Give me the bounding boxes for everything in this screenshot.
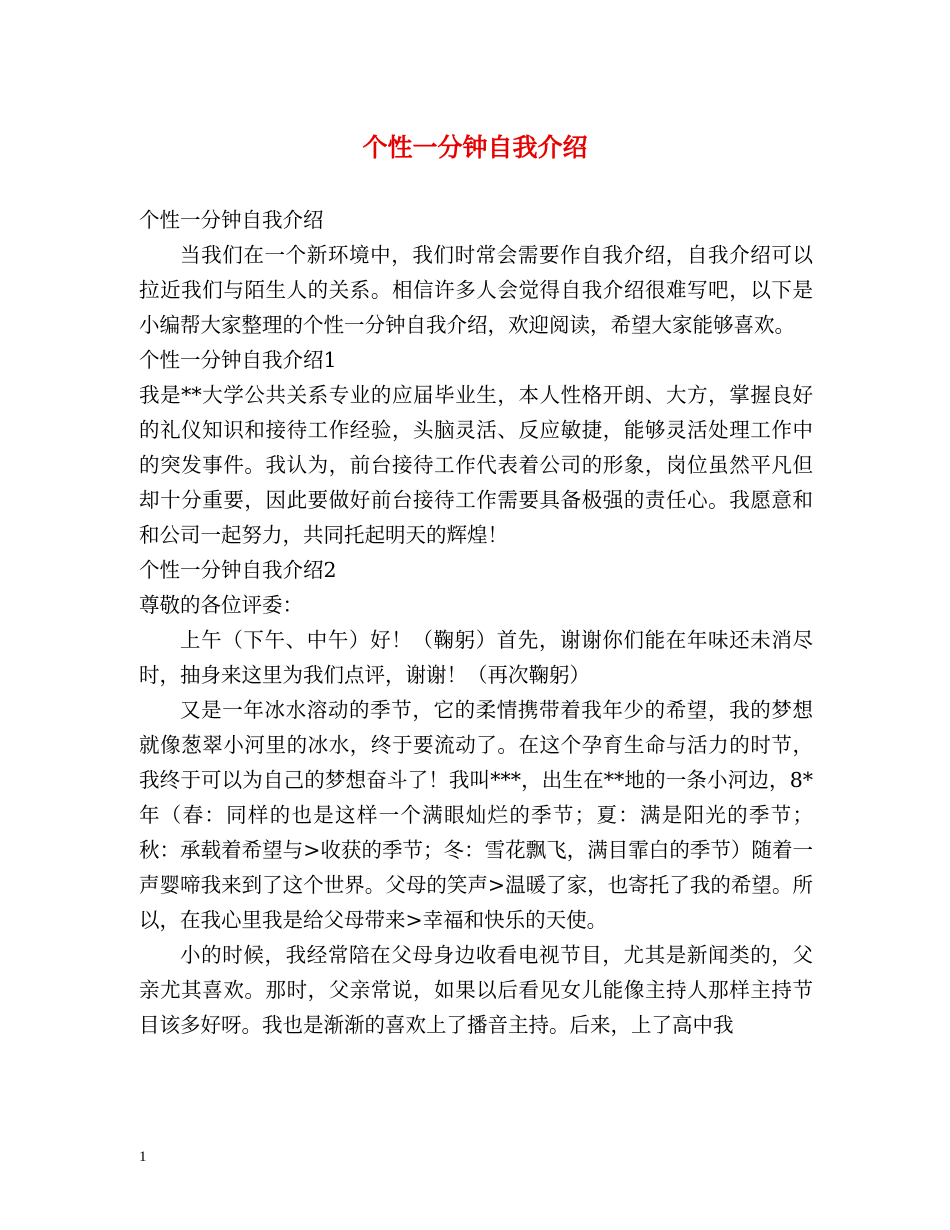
paragraph: 我是**大学公共关系专业的应届毕业生，本人性格开朗、大方，掌握良好的礼仪知识和接待工作经验，头脑灵活、反应敏捷，能够灵活处理工作中的突发事件。我认为，前台接待工作代表着公司的形象，岗位虽然平凡但却十分重要，因此要做好前台接待工作需要具备极强的责任心。我愿意和和公司一起努力，共同托起明天的辉煌！ bbox=[139, 383, 813, 547]
salutation: 尊敬的各位评委： bbox=[139, 593, 303, 617]
paragraph: 小的时候，我经常陪在父母身边收看电视节目，尤其是新闻类的，父亲尤其喜欢。那时，父亲常说，如果以后看见女儿能像主持人那样主持节目该多好呀。我也是渐渐的喜欢上了播音主持。后来，上了高中我 bbox=[139, 943, 813, 1037]
section-heading: 个性一分钟自我介绍1 bbox=[139, 348, 337, 372]
paragraph: 上午（下午、中午）好！（鞠躬）首先，谢谢你们能在年味还未消尽时，抽身来这里为我们点评，谢谢！（再次鞠躬） bbox=[139, 628, 813, 687]
section-heading: 个性一分钟自我介绍2 bbox=[139, 558, 337, 582]
paragraph: 当我们在一个新环境中，我们时常会需要作自我介绍，自我介绍可以拉近我们与陌生人的关系。相信许多人会觉得自我介绍很难写吧，以下是小编帮大家整理的个性一分钟自我介绍，欢迎阅读，希望大家能够喜欢。 bbox=[139, 243, 813, 337]
paragraph: 个性一分钟自我介绍 bbox=[139, 208, 324, 232]
page-number: 1 bbox=[139, 1149, 147, 1165]
document-body bbox=[139, 203, 813, 1043]
document-title: 个性一分钟自我介绍 bbox=[362, 133, 588, 162]
paragraph: 又是一年冰水溶动的季节，它的柔情携带着我年少的希望，我的梦想就像葱翠小河里的冰水，终于要流动了。在这个孕育生命与活力的时节，我终于可以为自己的梦想奋斗了！我叫***，出生在**地的一条小河边，8*年（春：同样的也是这样一个满眼灿烂的季节；夏：满是阳光的季节；秋：承载着希望与>收获的季节；冬：雪花飘飞，满目霏白的季节）随着一声婴啼我来到了这个世界。父母的笑声>温暖了家，也寄托了我的希望。所以，在我心里我是给父母带来>幸福和快乐的天使。 bbox=[139, 698, 813, 932]
